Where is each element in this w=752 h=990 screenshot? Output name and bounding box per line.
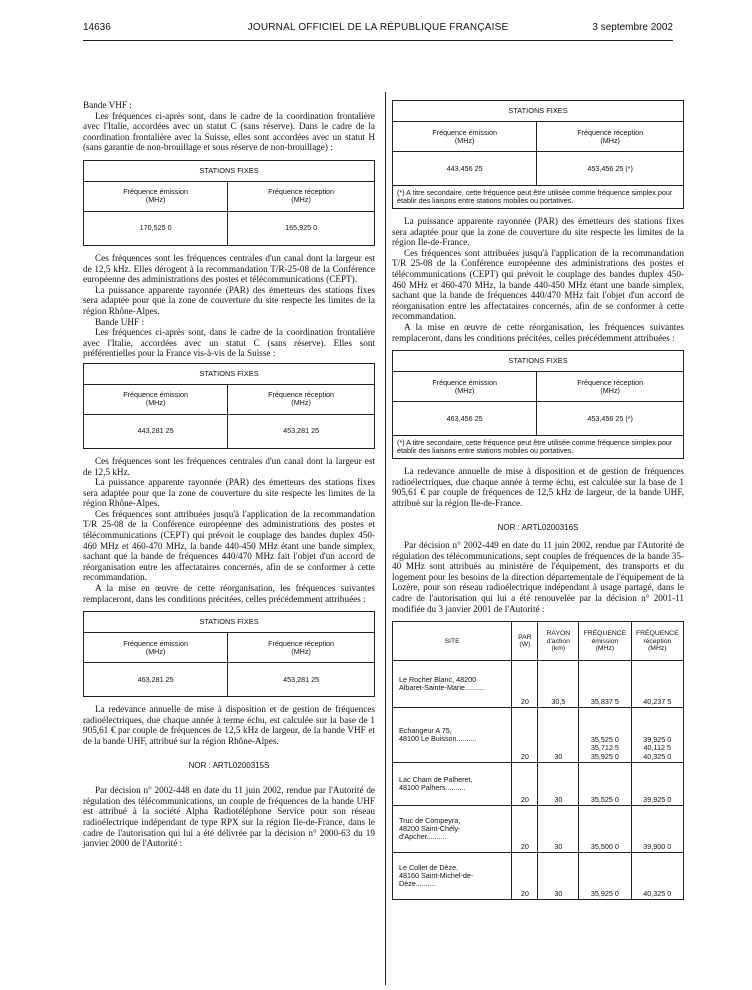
table-title: STATIONS FIXES [84,160,375,181]
nor-reference: NOR : ARTL0200315S [188,760,270,770]
table-cell: 165,925 0 [228,211,375,245]
stations-table [83,611,375,697]
paragraph: Ces fréquences sont les fréquences centrales d'un canal dont la largeur est de 12,5 kHz. Elles dérogent à la recommandation T/R-25-08 de la Conférence européenne des administrations des postes et télécommunications (CEPT). [83,252,375,285]
table-cell: 39,925 0 [631,763,683,806]
stations-table [392,100,684,209]
table-cell: 443,456 25 [393,152,537,186]
column-header: Fréquence réception (MHz) [228,181,375,211]
paragraph: Ces fréquences sont attribuées jusqu'à l'application de la recommandation T/R 25-08 de la Conférence européenne des administrations des postes et télécommunications (CEPT) qui prévoit le couplage des bandes duplex 450-460 MHz et 460-470 MHz, la bande 440-450 MHz étant une bande simplex, sachant que la bande de fréquences 440/470 MHz fait l'objet d'un accord de réorganisation entre les affectataires concernés, afin de se conformer à cette recommandation. [392,247,684,322]
table-title: STATIONS FIXES [84,612,375,633]
paragraph: Les fréquences ci-après sont, dans le cadre de la coordination frontalière avec l'Italie, accordées avec un statut C (sans réserve). Elles sont préférentielles pour la France vis-à-vis de la Suisse : [83,327,375,359]
table-cell: 40,325 0 [631,853,683,900]
table-row [393,806,684,853]
table-cell: 30 [538,806,579,853]
site-cell: Truc de Compeyra, 48200 Saint-Chély- d'Apcher.......... [393,806,512,853]
table-title: STATIONS FIXES [84,363,375,384]
table-cell: 453,456 25 (*) [537,402,684,436]
table-cell: 453,456 25 (*) [537,152,684,186]
column-header: Fréquence émission (MHz) [393,122,537,152]
stations-table [392,350,684,459]
right-column [392,100,684,900]
table-cell: 170,525 0 [84,211,228,245]
column-header: FRÉQUENCE réception (MHz) [631,622,683,661]
paragraph: Les fréquences ci-après sont, dans le cadre de la coordination frontalière avec l'Italie, accordées avec un statut C (sans réserve). Dans le cadre de la coordination frontalière avec la Suisse, elles sont accordées avec un statut H (sans garantie de non-brouillage et sous réserve de non-brouillage) : [83,110,375,153]
paragraph: Par décision n° 2002-448 en date du 11 juin 2002, rendue par l'Autorité de régulation des télécommunications, un couple de fréquences de la bande UHF est attribué à la société Alpha Radiotéléphone Service pour son réseau radioélectrique indépendant de type RPX sur la région Ile-de-France, dans le cadre de l'autorisation qui lui a été délivrée par la décision n° 2000-63 du 19 janvier 2000 de l'Autorité : [83,785,375,849]
table-cell: 20 [512,661,538,708]
stations-table [83,363,375,449]
paragraph: La puissance apparente rayonnée (PAR) des émetteurs des stations fixes sera adaptée pour que la zone de couverture du site respecte les limites de la région Rhône-Alpes. [83,284,375,316]
column-header: FRÉQUENCE émission (MHz) [579,622,631,661]
paragraph: Bande VHF : [83,100,132,110]
paragraph: Par décision n° 2002-449 en date du 11 juin 2002, rendue par l'Autorité de régulation des télécommunications, sept couples de fréquences de la bande 35-40 MHz sont attribués au ministère de l'équipement, des transports et du logement pour les besoins de la direction départementale de l'équipement de la Lozère, pour son réseau radioélectrique indépendant à usage partagé, dans le cadre de l'autorisation qui lui a été renouvelée par la décision n° 2001-11 modifiée du 3 janvier 2001 de l'Autorité : [392,540,684,614]
column-header: Fréquence réception (MHz) [228,633,375,663]
table-cell: 20 [512,806,538,853]
table-title: STATIONS FIXES [393,101,684,122]
table-title: STATIONS FIXES [393,351,684,372]
left-column [83,100,375,849]
table-cell: 39,925 0 40,112 5 40,325 0 [631,708,683,763]
table-cell: 30 [538,708,579,763]
paragraph: La redevance annuelle de mise à disposition et de gestion de fréquences radioélectriques, due chaque année à terme échu, est calculée sur la base de 1 905,61 € par couple de fréquences de 12,5 kHz de largeur, de la bande VHF et de la bande UHF, attribué sur la région Rhône-Alpes. [83,704,375,746]
paragraph: A la mise en œuvre de cette réorganisation, les fréquences suivantes remplaceront, dans les conditions précitées, celles précédemment attribuées : [392,321,684,343]
column-header: Fréquence émission (MHz) [84,384,228,414]
table-cell: 453,281 25 [228,663,375,697]
table-cell: 35,525 0 [579,763,631,806]
issue-date: 3 septembre 2002 [592,22,673,33]
sites-table [392,621,684,900]
table-row [393,763,684,806]
paragraph: Ces fréquences sont attribuées jusqu'à l'application de la recommandation T/R 25-08 de la Conférence européenne des administrations des postes et télécommunications (CEPT) qui prévoit le couplage des bandes duplex 450-460 MHz et 460-470 MHz, la bande 440-450 MHz étant une bande simplex, sachant que la bande de fréquences 440/470 MHz fait l'objet d'un accord de réorganisation entre les affectataires concernés, afin de se conformer à cette recommandation. [83,508,375,583]
column-header: Fréquence réception (MHz) [537,122,684,152]
site-cell: Le Collet de Dèze, 48160 Saint-Michel-de- Dèze.......... [393,853,512,900]
site-cell: Echangeur A 75, 48100 Le Buisson.......... [393,708,512,763]
table-cell: 35,500 0 [579,806,631,853]
table-row [393,708,684,763]
table-cell: 35,525 0 35,712 5 35,925 0 [579,708,631,763]
table-cell: 443,281 25 [84,414,228,448]
table-cell: 20 [512,853,538,900]
table-cell: 40,237 5 [631,661,683,708]
paragraph: La redevance annuelle de mise à disposition et de gestion de fréquences radioélectriques, due chaque année à terme échu, est calculée sur la base de 1 905,61 € par couple de fréquences de 12,5 kHz de largeur, de la bande UHF, attribué sur la région Ile-de-France. [392,466,684,508]
table-cell: 39,900 0 [631,806,683,853]
column-header: Fréquence émission (MHz) [84,181,228,211]
column-header: PAR (W) [512,622,538,661]
nor-reference: NOR : ARTL0200316S [497,522,579,532]
column-header: RAYON d'action (km) [538,622,579,661]
paragraph: Bande UHF : [95,316,144,327]
table-cell: 463,281 25 [84,663,228,697]
table-cell: 30 [538,853,579,900]
paragraph: A la mise en œuvre de cette réorganisation, les fréquences suivantes remplaceront, dans les conditions précitées, celles précédemment attribuées : [83,583,375,604]
table-cell: 30 [538,763,579,806]
column-header: Fréquence réception (MHz) [537,372,684,402]
table-cell: 20 [512,708,538,763]
table-note: (*) A titre secondaire, cette fréquence peut être utilisée comme fréquence simplex pour établir des liaisons entre stations mobiles ou portatives. [393,436,684,459]
table-cell: 35,837 5 [579,661,631,708]
header-rule [83,40,673,41]
column-header: SITE [393,622,512,661]
paragraph: Ces fréquences sont les fréquences centrales d'un canal dont la largeur est de 12,5 kHz. [83,455,375,477]
stations-table [83,160,375,246]
paragraph: La puissance apparente rayonnée (PAR) des émetteurs des stations fixes sera adaptée pour que la zone de couverture du site respecte les limites de la région Rhône-Alpes. [83,477,375,509]
column-header: Fréquence émission (MHz) [84,633,228,663]
table-cell: 20 [512,763,538,806]
journal-title: JOURNAL OFFICIEL DE LA RÉPUBLIQUE FRANÇAISE [247,22,509,33]
table-cell: 30,5 [538,661,579,708]
page-header [83,22,673,38]
column-header: Fréquence réception (MHz) [228,384,375,414]
paragraph: La puissance apparente rayonnée (PAR) des émetteurs des stations fixes sera adaptée pour que la zone de couverture du site respecte les limites de la région Ile-de-France. [392,216,684,248]
table-cell: 453,281 25 [228,414,375,448]
table-note: (*) A titre secondaire, cette fréquence peut être utilisée comme fréquence simplex pour établir des liaisons entre stations mobiles ou portatives. [393,186,684,209]
table-row [393,661,684,708]
table-cell: 35,925 0 [579,853,631,900]
page-number: 14636 [83,22,111,33]
column-divider [385,92,386,985]
table-cell: 463,456 25 [393,402,537,436]
site-cell: Le Rocher Blanc, 48200 Albaret-Sainte-Marie.......... [393,661,512,708]
table-row [393,853,684,900]
column-header: Fréquence émission (MHz) [393,372,537,402]
site-cell: Lac Cham de Palheret, 48100 Palhers.......... [393,763,512,806]
